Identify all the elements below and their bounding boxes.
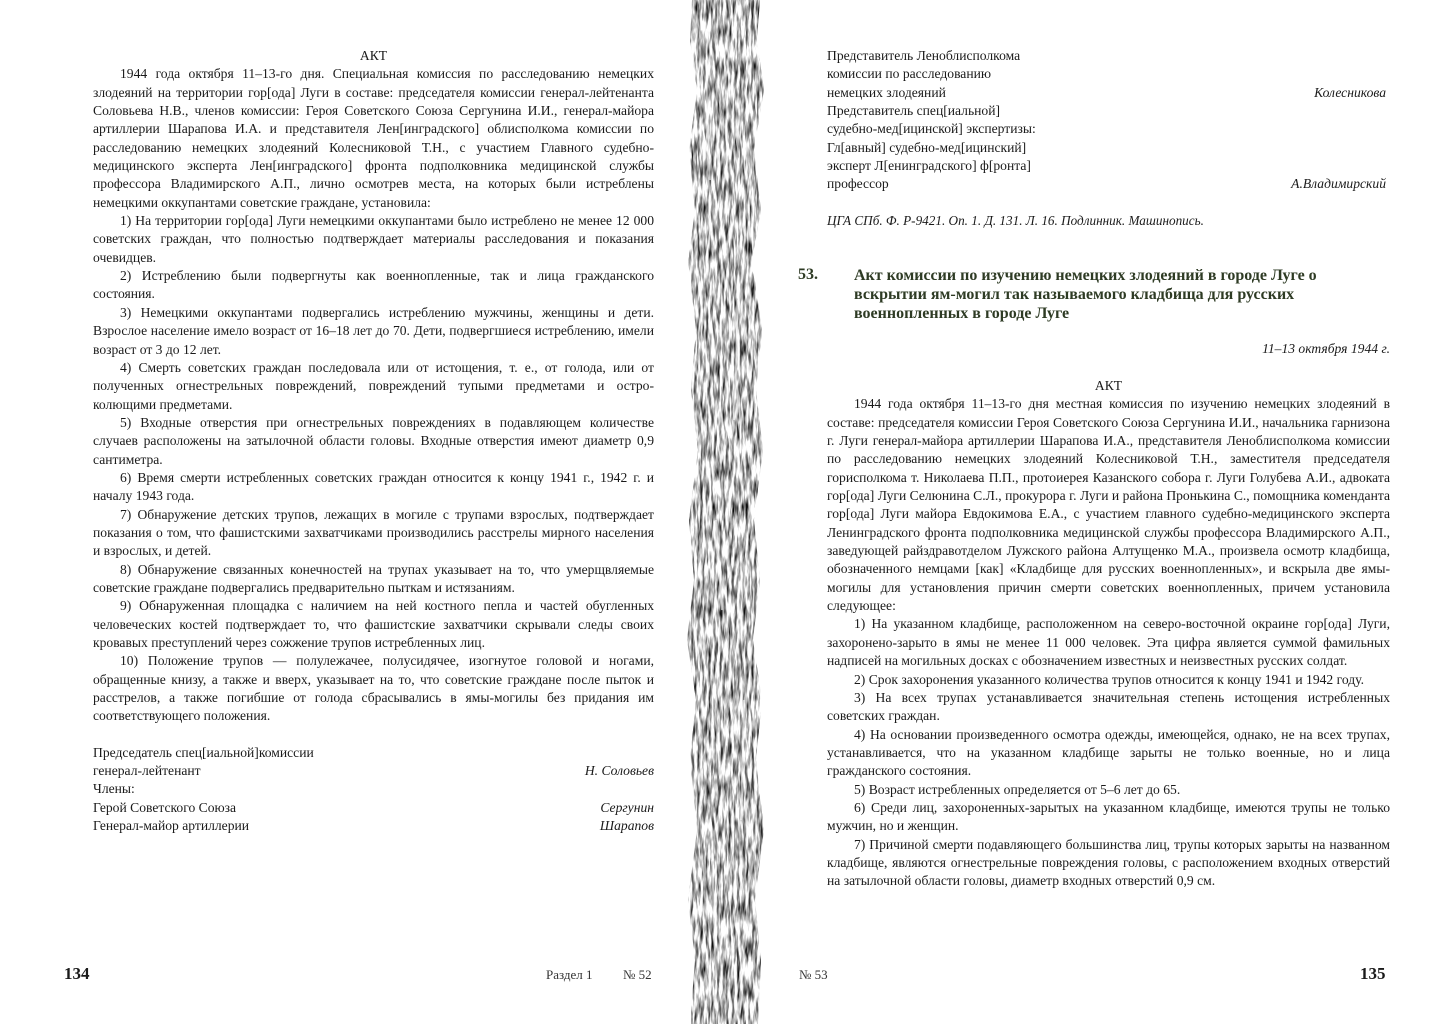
right-page	[766, 0, 1451, 1024]
kolesnikova-signature: Колесникова	[1314, 84, 1386, 100]
right-paragraph-4: 4) На основании произведенного осмотра одежды, имеющейся, однако, не на всех трупах, устанавливается, что на указанном кладбище зарыты не только военные, но и лица гражданского состояния.	[827, 726, 1390, 779]
left-paragraph-4: 4) Смерть советских граждан последовала или от истощения, т. е., от голода, или от полученных огнестрельных повреждений, повреждений тупыми предметами и остро-колющими предметами.	[93, 359, 654, 412]
right-paragraph-3: 3) На всех трупах устанавливается значительная степень истощения истребленных советских граждан.	[827, 689, 1390, 724]
archive-source: ЦГА СПб. Ф. Р-9421. Оп. 1. Д. 131. Л. 16. Подлинник. Машинопись.	[827, 213, 1204, 228]
gutter-strip	[686, 0, 766, 1024]
right-paragraph-1: 1) На указанном кладбище, расположенном на северо-восточной окраине гор[ода] Луги, захоронено-зарыто в ямы не менее 11 000 человек. Эта цифра является суммой фамильных надписей на могильных досках с обозначением известных и неизвестных русских солдат.	[827, 616, 1390, 669]
left-page-body	[93, 47, 654, 835]
left-paragraph-1: 1) На территории гор[ода] Луги немецкими оккупантами было истреблено не менее 12 000 советских граждан, что полностью подтверждает материалы расследования и показания очевидцев.	[93, 213, 654, 265]
page-number-right: 135	[1360, 964, 1386, 983]
left-page	[0, 0, 686, 1024]
right-paragraph-5: 5) Возраст истребленных определяется от 5–6 лет до 65.	[854, 781, 1181, 797]
left-paragraph-10: 10) Положение трупов — полулежачее, полусидячее, изогнутое головой и ногами, обращенные книзу, а также и вверх, указывает на то, что советские граждане после пыток и расстрелов, а также погибшие от голода сбрасывались в ямы-могилы без придания им соответствующего положения.	[93, 653, 654, 724]
section-label: Раздел 1	[546, 967, 593, 982]
expertise-line: судебно-мед[ицинской] экспертизы:	[827, 121, 1036, 137]
doc-ref-left: № 52	[623, 967, 652, 982]
document-date: 11–13 октября 1944 г.	[1262, 341, 1390, 356]
document-number: 53.	[798, 266, 818, 283]
members-label: Члены:	[93, 781, 135, 797]
chairman-title: Председатель спец[иальной]комиссии	[93, 744, 314, 760]
member2-signature: Шарапов	[599, 818, 654, 834]
expertise-rep-line: Представитель спец[иальной]	[827, 103, 1001, 119]
left-paragraph-3: 3) Немецкими оккупантами подвергались истреблению мужчины, женщины и дети. Взрослое население имело возраст от 16–18 лет до 70. Дети, подвергшиеся истреблению, имели возраст от 3 до 12 лет.	[93, 304, 654, 357]
left-paragraph-5: 5) Входные отверстия при огнестрельных повреждениях в подавляющем количестве случаев расположены на затылочной области головы. Входные отверстия имеют диаметр 0,9 сантиметра.	[93, 414, 654, 467]
left-paragraph-8: 8) Обнаружение связанных конечностей на трупах указывает на то, что умерщвляемые советские граждане подвергались предварительно пыткам и истязаниям.	[93, 561, 654, 595]
member1-signature: Сергунин	[600, 799, 654, 815]
professor-line: профессор	[827, 176, 889, 192]
act-intro-left: 1944 года октября 11–13-го дня. Специальная комиссия по расследованию немецких злодеяний на территории гор[ода] Луги в составе: председателя комиссии генерал-лейтенанта Соловьева Н.В., членов комиссии: Героя Советского Союза Сергунина И.И., генерал-майора артиллерии Шарапова И.А. и представителя Лен[инградского] облисполкома комиссии по расследованию немецких злодеяний Колесниковой Т.Н., с участием Главного судебно-медицинского эксперта Лен[инградского] фронта подполковника медицинской службы профессора Владимирского А.П., лично осмотрев места, на которых были истреблены немецкими оккупантами советские граждане, установила:	[93, 66, 654, 210]
member2-title: Генерал-майор артиллерии	[93, 818, 250, 834]
front-expert-line: эксперт Л[енинградского] ф[ронта]	[827, 158, 1031, 174]
right-paragraph-7: 7) Причиной смерти подавляющего большинства лиц, трупы которых зарыты на названном кладбище, являются огнестрельные повреждения головы, с расположением входных отверстий на затылочной области головы, диаметр входных отверстий 0,9 см.	[827, 836, 1390, 889]
vladimirsky-signature: А.Владимирский	[1291, 176, 1386, 192]
page-number-left: 134	[64, 964, 90, 983]
lenoblispolkom-rep: Представитель Леноблисполкома	[827, 48, 1021, 63]
left-paragraph-7: 7) Обнаружение детских трупов, лежащих в могиле с трупами взрослых, подтверждает показания о том, что фашистскими захватчиками производились расстрелы мирного населения и взрослых, и детей.	[93, 506, 654, 559]
chairman-rank: генерал-лейтенант	[93, 763, 201, 779]
commission-line: комиссии по расследованию	[827, 66, 992, 82]
act-title-right: АКТ	[1094, 378, 1123, 393]
right-page-body	[827, 377, 1390, 891]
left-paragraph-9: 9) Обнаруженная площадка с наличием на ней костного пепла и частей обугленных человеческих костей подтверждает то, что фашистские захватчики скрывали следы своих кровавых преступлений через сожжение трупов истребленных лиц.	[93, 598, 654, 650]
chief-expert-line: Гл[авный] судебно-мед[ицинский]	[827, 139, 1027, 155]
right-paragraph-2: 2) Срок захоронения указанного количества трупов относится к концу 1941 и 1942 году.	[854, 671, 1364, 687]
right-paragraph-6: 6) Среди лиц, захороненных-зарытых на указанном кладбище, имеются трупы не только мужчин, но и женщин.	[827, 799, 1390, 834]
act-title-left: АКТ	[359, 48, 388, 63]
member1-title: Герой Советского Союза	[93, 799, 237, 815]
crimes-line: немецких злодеяний	[827, 84, 946, 100]
doc-ref-right: № 53	[799, 967, 828, 982]
chairman-signature: Н. Соловьев	[584, 763, 654, 779]
document-title: Акт комиссии по изучению немецких злодеяний в городе Луге о вскрытии ям-могил так называемого кладбища для русских военнопленных в городе Луге	[854, 267, 1317, 322]
left-paragraph-6: 6) Время смерти истребленных советских граждан относится к концу 1941 г., 1942 г. и началу 1943 года.	[93, 469, 654, 504]
gutter-torn-edge	[687, 0, 764, 1024]
left-paragraph-2: 2) Истреблению были подвергнуты как военнопленные, так и лица гражданского состояния.	[93, 268, 654, 302]
act-intro-right: 1944 года октября 11–13-го дня местная комиссия по изучению немецких злодеяний в составе: председателя комиссии Героя Советского Союза Сергунина И.И., начальника гарнизона г. Луги генерал-майора артиллерии Шарапова И.А., представителя Леноблисполкома комиссии по расследованию немецких злодеяний Колесниковой Т.Н., заместителя председателя горисполкома т. Николаева П.П., протоиерея Казанского собора г. Луги Голубева А.И., адвоката гор[ода] Луги Селюнина С.Л., прокурора г. Луги и района Пронькина С., помощника коменданта гор[ода] Луги майора Евдокимова Е.А., с участием главного судебно-медицинского эксперта Ленинградского фронта подполковника медицинской службы профессора Владимирского А.П., заведующей райздравотделом Лужского района Алтущенко М.А., произвела осмотр кладбища, обозначенного немцами [как] «Кладбище для русских военнопленных», и вскрыла две ямы-могилы для установления причин смерти советских военнопленных, причем установила следующее:	[827, 396, 1390, 614]
signature-block-right	[827, 47, 1386, 194]
signature-block-left	[93, 744, 654, 836]
